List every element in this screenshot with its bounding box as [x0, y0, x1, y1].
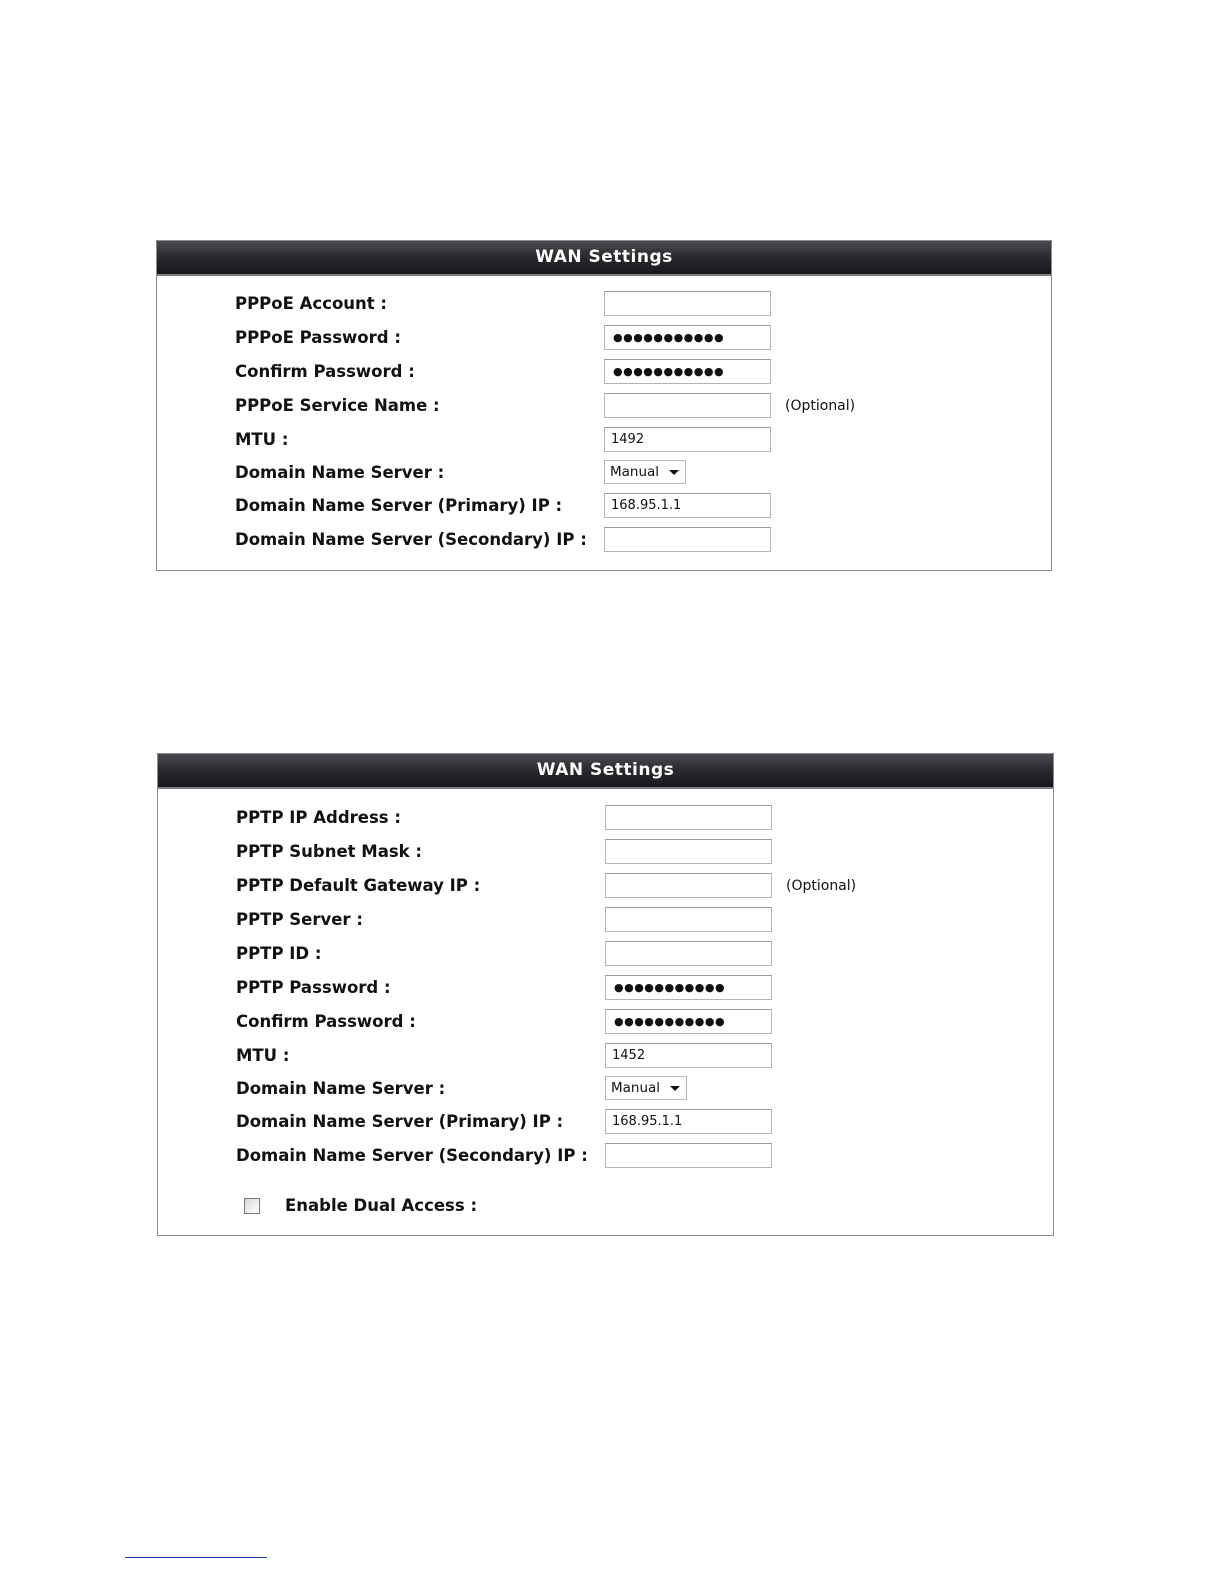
pptp-dns-secondary-label: Domain Name Server (Secondary) IP : — [236, 1146, 588, 1165]
footnote-separator — [125, 1557, 267, 1558]
pppoe-dns-primary-row — [157, 493, 1051, 521]
pptp-ip-label: PPTP IP Address : — [236, 808, 401, 827]
pptp-dns-mode-value: Manual — [611, 1080, 661, 1096]
pptp-dns-secondary-row — [158, 1143, 1053, 1171]
pppoe-confirm-password-input[interactable]: ●●●●●●●●●●● — [604, 359, 771, 384]
pppoe-dns-secondary-input[interactable] — [604, 527, 771, 552]
pppoe-dns-primary-label: Domain Name Server (Primary) IP : — [235, 496, 563, 515]
pptp-gateway-input[interactable] — [605, 873, 772, 898]
pppoe-dns-primary-input[interactable]: 168.95.1.1 — [604, 493, 771, 518]
pppoe-password-row — [157, 325, 1051, 353]
pppoe-dns-mode-select[interactable] — [604, 460, 686, 484]
pptp-dns-primary-row — [158, 1109, 1053, 1137]
pppoe-account-input[interactable] — [604, 291, 771, 316]
pptp-mask-label: PPTP Subnet Mask : — [236, 842, 422, 861]
pptp-confirm-password-input[interactable]: ●●●●●●●●●●● — [605, 1009, 772, 1034]
pptp-mask-row — [158, 839, 1053, 867]
enable-dual-access-label: Enable Dual Access : — [285, 1196, 478, 1215]
chevron-down-icon — [669, 470, 679, 475]
pppoe-dns-row — [157, 460, 1051, 488]
pppoe-password-input[interactable]: ●●●●●●●●●●● — [604, 325, 771, 350]
pptp-password-input[interactable]: ●●●●●●●●●●● — [605, 975, 772, 1000]
pppoe-dns-secondary-label: Domain Name Server (Secondary) IP : — [235, 530, 587, 549]
pptp-password-row — [158, 975, 1053, 1003]
pptp-confirm-password-row — [158, 1009, 1053, 1037]
pptp-dns-primary-input[interactable]: 168.95.1.1 — [605, 1109, 772, 1134]
pptp-id-row — [158, 941, 1053, 969]
enable-dual-access-checkbox[interactable] — [244, 1198, 260, 1214]
panel-title: WAN Settings — [158, 754, 1053, 789]
pptp-id-input[interactable] — [605, 941, 772, 966]
pptp-dns-label: Domain Name Server : — [236, 1079, 446, 1098]
pptp-gateway-row — [158, 873, 1053, 901]
optional-hint: (Optional) — [785, 398, 856, 414]
pppoe-service-name-input[interactable] — [604, 393, 771, 418]
pptp-ip-row — [158, 805, 1053, 833]
pppoe-password-label: PPPoE Password : — [235, 328, 401, 347]
pptp-ip-input[interactable] — [605, 805, 772, 830]
pptp-mask-input[interactable] — [605, 839, 772, 864]
pptp-dns-secondary-input[interactable] — [605, 1143, 772, 1168]
chevron-down-icon — [670, 1086, 680, 1091]
pppoe-dns-label: Domain Name Server : — [235, 463, 445, 482]
pptp-server-label: PPTP Server : — [236, 910, 363, 929]
pptp-mtu-label: MTU : — [236, 1046, 290, 1065]
pptp-server-input[interactable] — [605, 907, 772, 932]
pppoe-dns-secondary-row — [157, 527, 1051, 555]
pppoe-account-label: PPPoE Account : — [235, 294, 388, 313]
pppoe-confirm-password-label: Confirm Password : — [235, 362, 415, 381]
pptp-server-row — [158, 907, 1053, 935]
pppoe-confirm-password-row — [157, 359, 1051, 387]
pppoe-wan-settings-panel — [156, 240, 1052, 571]
pptp-dns-mode-select[interactable] — [605, 1076, 687, 1100]
pppoe-mtu-label: MTU : — [235, 430, 289, 449]
pptp-confirm-password-label: Confirm Password : — [236, 1012, 416, 1031]
pptp-dns-row — [158, 1076, 1053, 1104]
pptp-gateway-label: PPTP Default Gateway IP : — [236, 876, 481, 895]
pppoe-service-name-label: PPPoE Service Name : — [235, 396, 440, 415]
pppoe-account-row — [157, 291, 1051, 319]
pptp-id-label: PPTP ID : — [236, 944, 322, 963]
optional-hint: (Optional) — [786, 878, 857, 894]
pptp-password-label: PPTP Password : — [236, 978, 391, 997]
pptp-mtu-input[interactable]: 1452 — [605, 1043, 772, 1068]
panel-title: WAN Settings — [157, 241, 1051, 276]
pptp-mtu-row — [158, 1043, 1053, 1071]
pptp-wan-settings-panel — [157, 753, 1054, 1236]
pppoe-service-name-row — [157, 393, 1051, 421]
pppoe-mtu-row — [157, 427, 1051, 455]
pppoe-mtu-input[interactable]: 1492 — [604, 427, 771, 452]
pppoe-dns-mode-value: Manual — [610, 464, 660, 480]
enable-dual-access-row — [158, 1198, 1053, 1226]
pptp-dns-primary-label: Domain Name Server (Primary) IP : — [236, 1112, 564, 1131]
